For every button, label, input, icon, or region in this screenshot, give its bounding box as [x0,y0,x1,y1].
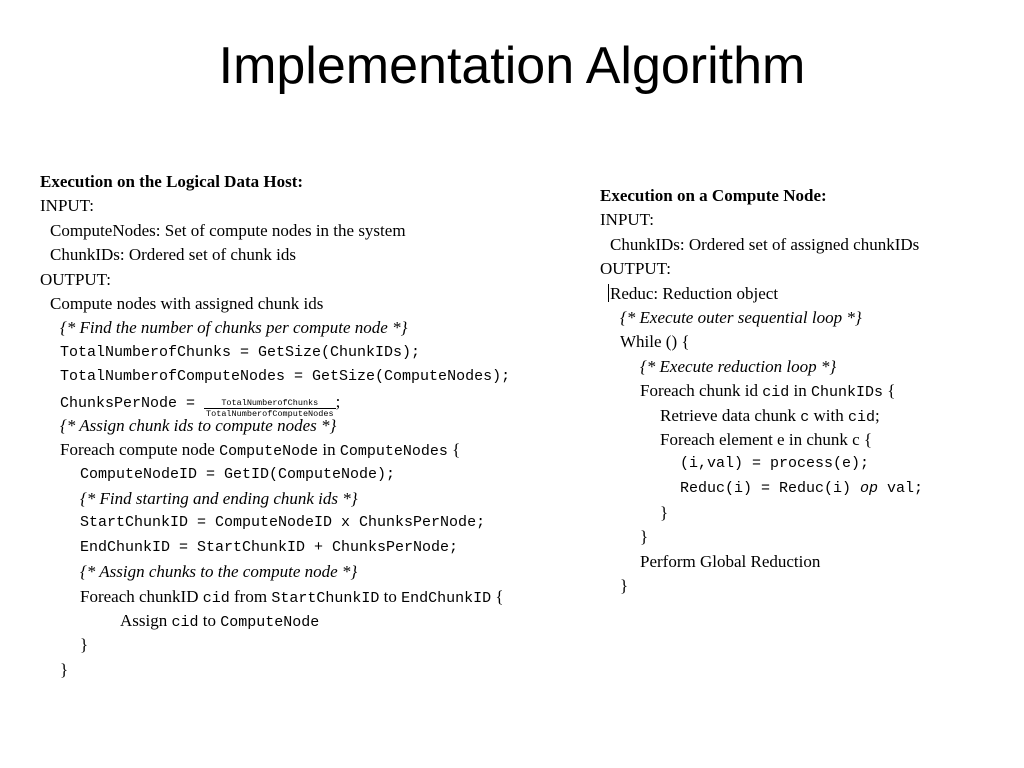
host-stmt-total-nodes: TotalNumberofComputeNodes = GetSize(ComputeNodes); [60,368,511,386]
node-stmt-reduc [600,477,923,501]
fraction-denominator: TotalNumberofComputeNodes [206,408,334,419]
node-foreach-chunk [600,379,923,403]
foreach-text: to [379,586,402,606]
node-output-reduc [600,282,923,306]
host-input-chunk-ids: ChunkIDs: Ordered set of chunk ids [50,245,296,265]
host-heading: Execution on the Logical Data Host: [40,172,304,191]
foreach-set: ChunkIDs [811,384,884,402]
foreach-brace: { [491,586,504,606]
foreach-brace: { [447,440,461,460]
host-comment-assign-ids: {* Assign chunk ids to compute nodes *} [60,415,337,435]
assign-text: to [198,611,221,631]
retrieve-text: Retrieve data chunk [660,405,801,425]
host-stmt-start-chunk: StartChunkID = ComputeNodeID x ChunksPerNode; [80,514,486,532]
chunks-per-node-end: ; [335,391,341,411]
node-input-chunk-ids: ChunkIDs: Ordered set of assigned chunkIDs [610,234,920,254]
host-input-label: INPUT: [40,196,94,216]
node-algorithm [600,184,923,599]
foreach-text: from [229,586,272,606]
foreach-text: in [318,440,340,460]
host-stmt-get-id: ComputeNodeID = GetID(ComputeNode); [80,465,396,483]
foreach-text: in [789,381,812,401]
foreach-end: EndChunkID [401,589,492,607]
node-output-text: Reduc: Reduction object [610,283,779,303]
foreach-var: cid [202,589,230,607]
node-stmt-process: (i,val) = process(e); [680,455,870,473]
host-assign-cid [40,609,510,633]
host-comment-assign-chunks: {* Assign chunks to the compute node *} [80,562,358,582]
foreach-var: cid [762,384,790,402]
foreach-var: ComputeNode [219,443,319,461]
foreach-text: Foreach compute node [60,440,220,460]
assign-var: cid [171,614,199,632]
slide-title: Implementation Algorithm [218,37,806,95]
chunks-per-node-lhs: ChunksPerNode = [60,394,205,412]
host-foreach-compute-node [40,438,510,462]
reduc-op: op [860,479,879,497]
node-close-outer-brace: } [620,576,629,596]
retrieve-text: with [809,405,848,425]
retrieve-id: cid [847,408,875,426]
node-close-mid-brace: } [640,527,649,547]
node-comment-reduction-loop: {* Execute reduction loop *} [640,356,837,376]
assign-text: Assign [120,611,172,631]
node-global-reduction: Perform Global Reduction [640,551,821,571]
node-while: While () { [620,332,690,352]
assign-target: ComputeNode [220,614,320,632]
text-cursor [608,284,609,302]
foreach-text: Foreach chunk id [640,381,763,401]
host-close-outer-brace: } [60,659,69,679]
foreach-brace: { [883,381,896,401]
host-stmt-total-chunks: TotalNumberofChunks = GetSize(ChunkIDs); [60,343,421,361]
host-output-label: OUTPUT: [40,269,111,289]
fraction-numerator: TotalNumberofChunks [204,398,336,409]
host-comment-chunks-per-node: {* Find the number of chunks per compute node *} [60,318,408,338]
host-close-inner-brace: } [80,635,89,655]
host-comment-start-end: {* Find starting and ending chunk ids *} [80,489,358,509]
foreach-text: Foreach chunkID [80,586,203,606]
node-heading: Execution on a Compute Node: [600,186,827,205]
host-algorithm [40,170,510,682]
foreach-set: ComputeNodes [339,443,448,461]
node-comment-outer-loop: {* Execute outer sequential loop *} [620,307,862,327]
node-retrieve-chunk [600,404,923,428]
node-output-label: OUTPUT: [600,259,671,279]
host-output-description: Compute nodes with assigned chunk ids [50,293,324,313]
host-stmt-end-chunk: EndChunkID = StartChunkID + ChunksPerNode; [80,538,459,556]
node-input-label: INPUT: [600,210,654,230]
foreach-start: StartChunkID [271,589,380,607]
retrieve-var: c [800,408,810,426]
host-input-compute-nodes: ComputeNodes: Set of compute nodes in the system [50,220,406,240]
reduc-text: Reduc(i) = Reduc(i) [680,479,861,497]
retrieve-end: ; [874,405,880,425]
node-close-inner-brace: } [660,503,669,523]
host-stmt-chunks-per-node [40,390,510,419]
reduc-text: val; [878,479,924,497]
host-foreach-chunk-id [40,585,510,609]
node-foreach-element: Foreach element e in chunk c { [660,429,873,449]
